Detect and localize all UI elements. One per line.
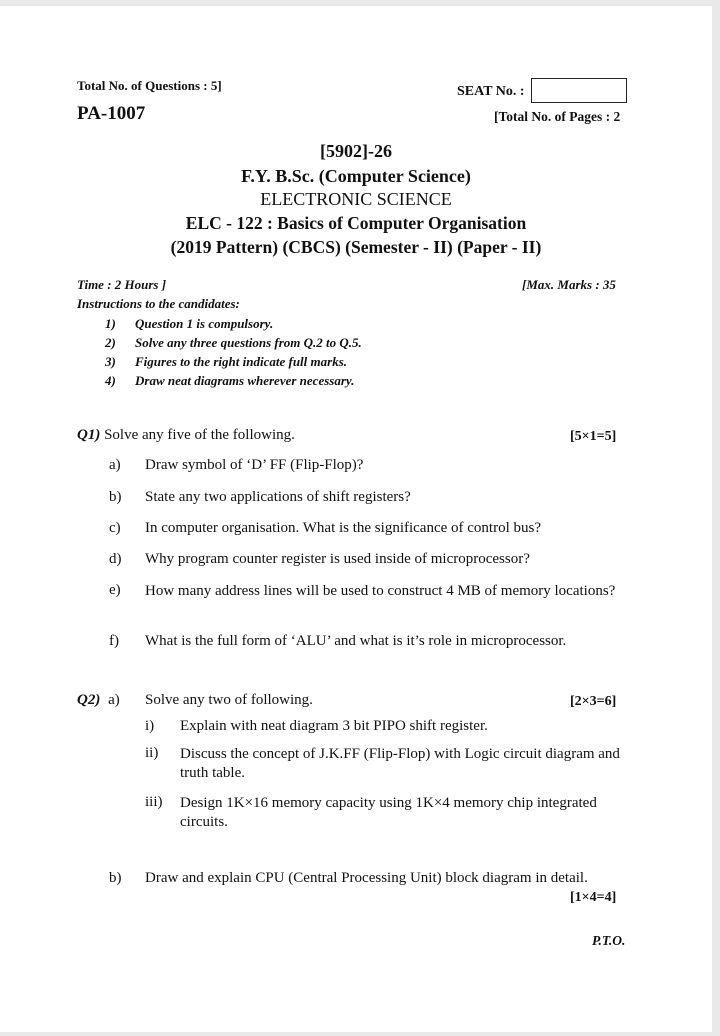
- q2a-sub-label: ii): [145, 745, 159, 761]
- q2a-sub-text: Explain with neat diagram 3 bit PIPO shift register.: [180, 718, 488, 734]
- q1-item-label: b): [109, 489, 122, 505]
- instruction-item: 2) Solve any three questions from Q.2 to Q.5.: [105, 335, 362, 350]
- instruction-item: 3) Figures to the right indicate full marks.: [105, 354, 348, 369]
- q2a-label: a): [108, 692, 120, 708]
- q2b-label: b): [109, 870, 122, 886]
- q2-label: Q2): [77, 692, 101, 708]
- instruction-item: 4) Draw neat diagrams wherever necessary.: [105, 373, 355, 388]
- instructions-heading: Instructions to the candidates:: [77, 296, 240, 311]
- pattern-title: (2019 Pattern) (CBCS) (Semester - II) (Paper - II): [170, 237, 542, 257]
- q2-heading: [77, 692, 120, 709]
- q1-item-label: a): [109, 457, 121, 473]
- q1-item-label: f): [109, 633, 119, 649]
- q1-label: Q1): [77, 427, 101, 443]
- time-label: Time : 2 Hours ]: [77, 277, 167, 292]
- pto-label: P.T.O.: [592, 933, 626, 948]
- q1-item-text: Draw symbol of ‘D’ FF (Flip-Flop)?: [145, 457, 364, 473]
- q1-item-text: What is the full form of ‘ALU’ and what is it’s role in microprocessor.: [145, 633, 567, 649]
- seat-label: SEAT No. :: [457, 84, 525, 99]
- q1-item-label: e): [109, 582, 121, 598]
- paper-title: ELC - 122 : Basics of Computer Organisation: [185, 213, 527, 233]
- exam-page: [0, 6, 712, 1032]
- subject-title: ELECTRONIC SCIENCE: [260, 189, 452, 209]
- q2b-text: Draw and explain CPU (Central Processing Unit) block diagram in detail.: [145, 870, 588, 886]
- q1-item-text: State any two applications of shift registers?: [145, 489, 411, 505]
- q1-item-label: d): [109, 551, 122, 567]
- q1-heading: [77, 427, 295, 444]
- q2a-text: Solve any two of following.: [145, 692, 313, 708]
- course-title: F.Y. B.Sc. (Computer Science): [241, 166, 471, 186]
- q1-item-text: Why program counter register is used inside of microprocessor?: [145, 551, 530, 567]
- q2b-marks: [1×4=4]: [570, 890, 617, 905]
- paper-code: PA-1007: [77, 103, 146, 124]
- q1-text: Solve any five of the following.: [104, 427, 295, 443]
- q2a-sub-text: Discuss the concept of J.K.FF (Flip-Flop) with Logic circuit diagram and truth table.: [180, 746, 620, 781]
- q2a-sub-label: i): [145, 718, 155, 734]
- q1-item-label: c): [109, 520, 121, 536]
- max-marks: [Max. Marks : 35: [522, 277, 616, 292]
- exam-code: [5902]-26: [320, 141, 392, 161]
- q1-marks: [5×1=5]: [570, 429, 617, 444]
- instruction-item: 1) Question 1 is compulsory.: [105, 316, 274, 331]
- q2a-sub-text: Design 1K×16 memory capacity using 1K×4 memory chip integrated circuits.: [180, 795, 597, 830]
- q2a-sub-label: iii): [145, 794, 163, 810]
- seat-number-box: [531, 78, 627, 103]
- total-questions: Total No. of Questions : 5]: [77, 78, 222, 93]
- q2a-marks: [2×3=6]: [570, 694, 617, 709]
- total-pages: [Total No. of Pages : 2: [494, 109, 621, 124]
- q1-item-text: How many address lines will be used to construct 4 MB of memory locations?: [145, 583, 616, 599]
- q1-item-text: In computer organisation. What is the significance of control bus?: [145, 520, 542, 536]
